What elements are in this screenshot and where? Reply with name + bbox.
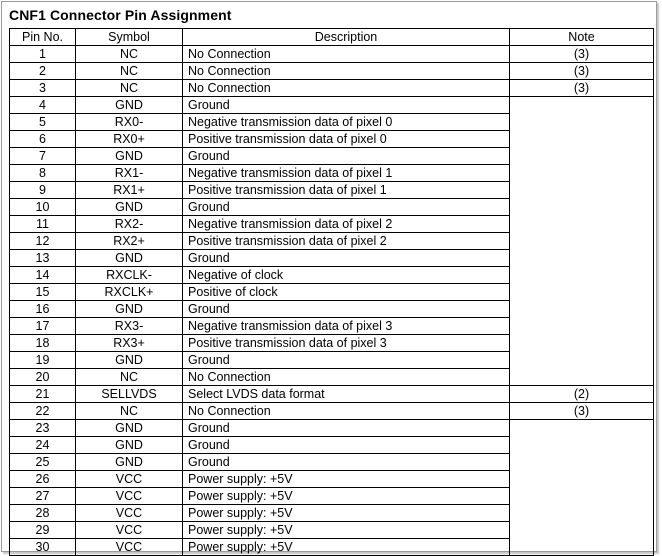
description-cell: Negative transmission data of pixel 3	[183, 318, 510, 335]
pin-cell: 30	[10, 539, 76, 556]
symbol-cell: NC	[76, 80, 183, 97]
description-cell: Negative transmission data of pixel 1	[183, 165, 510, 182]
pin-cell: 11	[10, 216, 76, 233]
note-cell	[510, 267, 654, 284]
description-cell: Ground	[183, 352, 510, 369]
description-cell: Ground	[183, 250, 510, 267]
symbol-cell: NC	[76, 63, 183, 80]
table-row	[10, 403, 654, 420]
symbol-cell: VCC	[76, 488, 183, 505]
note-cell	[510, 216, 654, 233]
description-cell: Positive transmission data of pixel 1	[183, 182, 510, 199]
note-cell	[510, 250, 654, 267]
note-cell	[510, 131, 654, 148]
pin-cell: 13	[10, 250, 76, 267]
pin-cell: 7	[10, 148, 76, 165]
symbol-cell: RX0+	[76, 131, 183, 148]
note-cell	[510, 471, 654, 488]
description-cell: Ground	[183, 420, 510, 437]
description-cell: Power supply: +5V	[183, 471, 510, 488]
note-cell	[510, 352, 654, 369]
description-cell: No Connection	[183, 80, 510, 97]
note-cell	[510, 97, 654, 114]
description-cell: Positive transmission data of pixel 2	[183, 233, 510, 250]
description-cell: Negative of clock	[183, 267, 510, 284]
pin-cell: 19	[10, 352, 76, 369]
description-cell: Positive transmission data of pixel 3	[183, 335, 510, 352]
symbol-cell: GND	[76, 199, 183, 216]
note-cell	[510, 454, 654, 471]
table-row	[10, 386, 654, 403]
symbol-cell: GND	[76, 250, 183, 267]
description-cell: Power supply: +5V	[183, 539, 510, 556]
table-row	[10, 165, 654, 182]
table-row	[10, 369, 654, 386]
description-cell: Power supply: +5V	[183, 522, 510, 539]
note-cell	[510, 148, 654, 165]
note-cell: (2)	[510, 386, 654, 403]
table-row	[10, 233, 654, 250]
pin-cell: 23	[10, 420, 76, 437]
note-cell	[510, 114, 654, 131]
pin-cell: 18	[10, 335, 76, 352]
table-row	[10, 267, 654, 284]
table-row	[10, 318, 654, 335]
table-row	[10, 97, 654, 114]
note-cell	[510, 437, 654, 454]
symbol-cell: VCC	[76, 539, 183, 556]
pin-cell: 25	[10, 454, 76, 471]
table-row	[10, 199, 654, 216]
symbol-cell: GND	[76, 352, 183, 369]
table-row	[10, 250, 654, 267]
symbol-cell: RX1-	[76, 165, 183, 182]
document-frame	[1, 1, 657, 552]
pin-cell: 20	[10, 369, 76, 386]
description-cell: Ground	[183, 454, 510, 471]
table-header-row	[10, 29, 654, 46]
table-row	[10, 488, 654, 505]
pin-assignment-table	[9, 28, 654, 556]
symbol-cell: RX3-	[76, 318, 183, 335]
symbol-cell: GND	[76, 301, 183, 318]
header-pin-no: Pin No.	[10, 29, 76, 46]
note-cell	[510, 369, 654, 386]
description-cell: Positive of clock	[183, 284, 510, 301]
pin-cell: 2	[10, 63, 76, 80]
note-cell	[510, 165, 654, 182]
description-cell: No Connection	[183, 369, 510, 386]
note-cell	[510, 522, 654, 539]
header-symbol: Symbol	[76, 29, 183, 46]
pin-cell: 9	[10, 182, 76, 199]
description-cell: No Connection	[183, 46, 510, 63]
table-row	[10, 539, 654, 556]
symbol-cell: NC	[76, 369, 183, 386]
description-cell: Negative transmission data of pixel 2	[183, 216, 510, 233]
pin-cell: 21	[10, 386, 76, 403]
table-row	[10, 522, 654, 539]
symbol-cell: RXCLK+	[76, 284, 183, 301]
note-cell: (3)	[510, 403, 654, 420]
table-row	[10, 335, 654, 352]
table-row	[10, 437, 654, 454]
note-cell	[510, 505, 654, 522]
description-cell: No Connection	[183, 63, 510, 80]
description-cell: Positive transmission data of pixel 0	[183, 131, 510, 148]
pin-cell: 12	[10, 233, 76, 250]
note-cell	[510, 182, 654, 199]
table-row	[10, 352, 654, 369]
symbol-cell: NC	[76, 46, 183, 63]
description-cell: Negative transmission data of pixel 0	[183, 114, 510, 131]
description-cell: Ground	[183, 199, 510, 216]
header-description: Description	[183, 29, 510, 46]
pin-cell: 28	[10, 505, 76, 522]
symbol-cell: GND	[76, 148, 183, 165]
symbol-cell: SELLVDS	[76, 386, 183, 403]
note-cell	[510, 318, 654, 335]
note-cell	[510, 420, 654, 437]
table-row	[10, 454, 654, 471]
header-note: Note	[510, 29, 654, 46]
symbol-cell: GND	[76, 97, 183, 114]
description-cell: Ground	[183, 97, 510, 114]
table-row	[10, 505, 654, 522]
table-row	[10, 114, 654, 131]
pin-cell: 3	[10, 80, 76, 97]
symbol-cell: VCC	[76, 505, 183, 522]
table-row	[10, 420, 654, 437]
pin-cell: 22	[10, 403, 76, 420]
symbol-cell: RX2+	[76, 233, 183, 250]
table-row	[10, 46, 654, 63]
note-cell	[510, 335, 654, 352]
table-row	[10, 148, 654, 165]
pin-cell: 16	[10, 301, 76, 318]
symbol-cell: RX1+	[76, 182, 183, 199]
note-cell	[510, 488, 654, 505]
symbol-cell: VCC	[76, 522, 183, 539]
description-cell: Power supply: +5V	[183, 505, 510, 522]
pin-cell: 27	[10, 488, 76, 505]
symbol-cell: GND	[76, 420, 183, 437]
pin-cell: 15	[10, 284, 76, 301]
note-cell	[510, 233, 654, 250]
table-row	[10, 63, 654, 80]
note-cell	[510, 199, 654, 216]
note-cell: (3)	[510, 46, 654, 63]
page-title: CNF1 Connector Pin Assignment	[9, 7, 232, 23]
note-cell: (3)	[510, 80, 654, 97]
pin-cell: 5	[10, 114, 76, 131]
pin-cell: 6	[10, 131, 76, 148]
symbol-cell: GND	[76, 454, 183, 471]
description-cell: Power supply: +5V	[183, 488, 510, 505]
symbol-cell: RX3+	[76, 335, 183, 352]
pin-cell: 1	[10, 46, 76, 63]
symbol-cell: RX2-	[76, 216, 183, 233]
pin-cell: 4	[10, 97, 76, 114]
table-row	[10, 284, 654, 301]
pin-cell: 26	[10, 471, 76, 488]
pin-cell: 24	[10, 437, 76, 454]
description-cell: Ground	[183, 301, 510, 318]
pin-cell: 29	[10, 522, 76, 539]
pin-cell: 14	[10, 267, 76, 284]
pin-cell: 17	[10, 318, 76, 335]
symbol-cell: RX0-	[76, 114, 183, 131]
description-cell: Select LVDS data format	[183, 386, 510, 403]
note-cell	[510, 284, 654, 301]
symbol-cell: NC	[76, 403, 183, 420]
table-row	[10, 216, 654, 233]
note-cell	[510, 301, 654, 318]
symbol-cell: RXCLK-	[76, 267, 183, 284]
pin-cell: 10	[10, 199, 76, 216]
table-row	[10, 182, 654, 199]
description-cell: No Connection	[183, 403, 510, 420]
table-row	[10, 301, 654, 318]
table-row	[10, 80, 654, 97]
table-row	[10, 471, 654, 488]
description-cell: Ground	[183, 148, 510, 165]
table-body	[10, 46, 654, 556]
note-cell	[510, 539, 654, 556]
description-cell: Ground	[183, 437, 510, 454]
symbol-cell: VCC	[76, 471, 183, 488]
table-row	[10, 131, 654, 148]
symbol-cell: GND	[76, 437, 183, 454]
pin-cell: 8	[10, 165, 76, 182]
note-cell: (3)	[510, 63, 654, 80]
